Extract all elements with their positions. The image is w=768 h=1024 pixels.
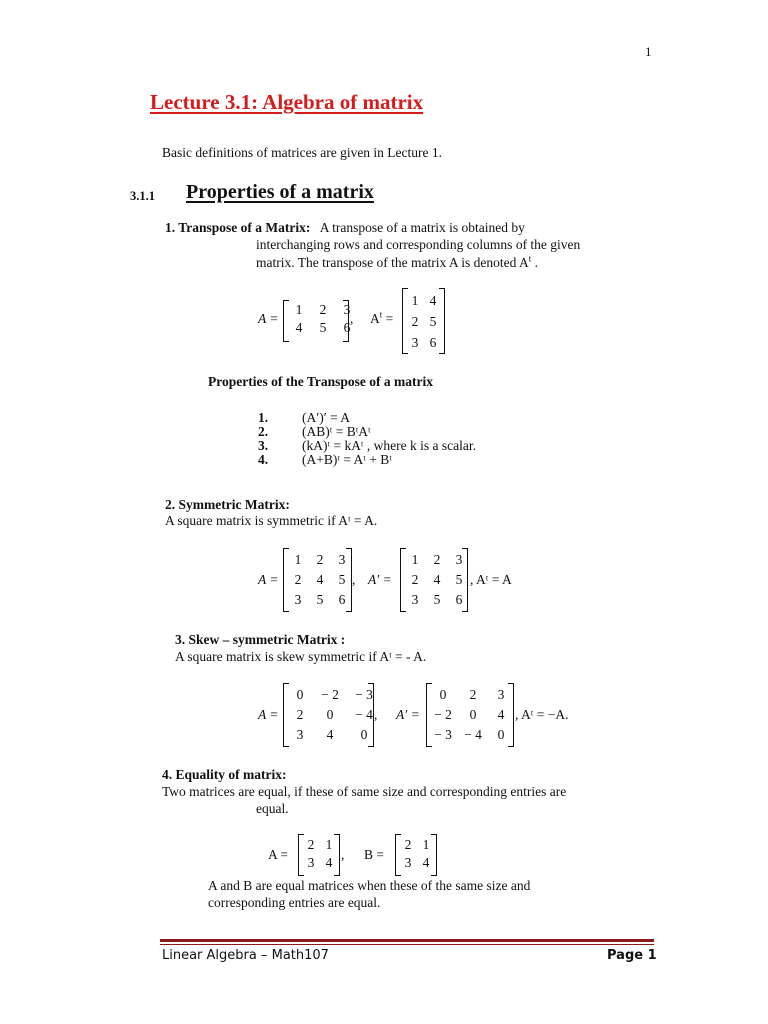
matrix-entry: 4 xyxy=(325,855,333,870)
matrix-entry: 6 xyxy=(343,320,351,335)
transpose-props-heading: Properties of the Transpose of a matrix xyxy=(208,374,433,389)
property-number: 4. xyxy=(258,452,269,467)
right-bracket xyxy=(343,300,349,342)
matrix-entry: 1 xyxy=(294,552,302,567)
matrix-entry: 3 xyxy=(294,592,302,607)
skew-At-name: A′ xyxy=(396,707,408,722)
matrix-entry: 0 xyxy=(296,687,304,702)
transpose-desc3 xyxy=(256,255,538,271)
equality-line2: equal. xyxy=(256,801,289,816)
matrix-entry: 0 xyxy=(469,707,477,722)
matrix-entry: 1 xyxy=(422,837,430,852)
transpose-At-label: $A^t$ = xyxy=(370,309,394,326)
symmetric-heading: 2. Symmetric Matrix: xyxy=(165,497,290,512)
skew-text: A square matrix is skew symmetric if Aᵗ = - A. xyxy=(175,649,427,664)
section-number: 3.1.1 xyxy=(130,189,155,203)
equality-heading: 4. Equality of matrix: xyxy=(162,767,287,782)
footer-course: Linear Algebra – Math107 xyxy=(162,948,329,963)
property-number: 3. xyxy=(258,438,269,453)
matrix-entry: 5 xyxy=(455,572,463,587)
matrix-entry: 5 xyxy=(338,572,346,587)
matrix-entry: 3 xyxy=(343,302,351,317)
skew-conclusion: , Aᵗ = −A. xyxy=(515,707,569,722)
matrix-entry: 0 xyxy=(360,727,368,742)
right-bracket xyxy=(334,834,340,876)
property-number: 2. xyxy=(258,424,269,439)
matrix-entry: 2 xyxy=(404,837,412,852)
transpose-At-sup: t xyxy=(379,309,383,320)
comma: , xyxy=(374,707,378,722)
comma: , xyxy=(352,572,356,587)
matrix-entry: 4 xyxy=(422,855,430,870)
transpose-desc1: A transpose of a matrix is obtained by xyxy=(319,220,525,235)
equality-matrix-A xyxy=(302,836,338,872)
matrix-entry: 2 xyxy=(469,687,477,702)
property-text: (AB)ᵗ = BᵗAᵗ xyxy=(302,424,371,439)
matrix-entry: − 2 xyxy=(321,687,339,702)
symmetric-matrix-At xyxy=(404,550,470,610)
property-text: (kA)ᵗ = kAᵗ , where k is a scalar. xyxy=(302,438,476,453)
matrix-entry: 3 xyxy=(411,592,419,607)
symmetric-A-label: A = xyxy=(258,572,279,587)
matrix-entry: 5 xyxy=(433,592,441,607)
transpose-end: . xyxy=(531,255,538,270)
matrix-entry: 3 xyxy=(404,855,412,870)
comma: , xyxy=(350,311,354,326)
matrix-entry: − 4 xyxy=(464,727,482,742)
skew-matrix-A xyxy=(287,685,381,745)
matrix-entry: 3 xyxy=(455,552,463,567)
property-number: 1. xyxy=(258,410,269,425)
matrix-entry: 2 xyxy=(294,572,302,587)
matrix-entry: 3 xyxy=(411,334,419,350)
transpose-At-name: A xyxy=(370,311,380,326)
footer-rule-thin xyxy=(160,944,654,945)
matrix-entry: 4 xyxy=(326,727,334,742)
symmetric-At-name: A′ xyxy=(368,572,380,587)
property-text: (A′)′ = A xyxy=(302,410,351,425)
matrix-entry: 1 xyxy=(295,302,303,317)
matrix-entry: − 4 xyxy=(355,707,373,722)
symmetric-conclusion: , Aᵗ = A xyxy=(470,572,512,587)
skew-At-label: A′ = xyxy=(396,707,420,722)
equality-note1: A and B are equal matrices when these of the same size and xyxy=(208,878,531,893)
transpose-A-label: A = xyxy=(258,311,279,326)
page-number: 1 xyxy=(645,44,652,59)
matrix-entry: 2 xyxy=(307,837,315,852)
matrix-entry: 2 xyxy=(316,552,324,567)
equality-note2: corresponding entries are equal. xyxy=(208,895,381,910)
matrix-entry: 0 xyxy=(439,687,447,702)
right-bracket xyxy=(508,683,514,747)
skew-A-label: A = xyxy=(258,707,279,722)
matrix-entry: − 2 xyxy=(434,707,452,722)
matrix-entry: 6 xyxy=(338,592,346,607)
matrix-entry: 2 xyxy=(296,707,304,722)
lecture-title: Lecture 3.1: Algebra of matrix xyxy=(150,90,424,114)
matrix-entry: − 3 xyxy=(355,687,373,702)
equality-B-label: B = xyxy=(364,847,384,862)
transpose-line1 xyxy=(165,220,525,236)
matrix-entry: 5 xyxy=(429,313,437,329)
transpose-matrix-At xyxy=(406,290,442,353)
equality-A-label: A = xyxy=(268,847,288,862)
matrix-entry: 2 xyxy=(411,313,419,329)
transpose-sup: t xyxy=(528,253,532,264)
comma: , xyxy=(341,847,345,862)
symmetric-At-label: A′ = xyxy=(368,572,392,587)
property-text: (A+B)ᵗ = Aᵗ + Bᵗ xyxy=(302,452,392,467)
matrix-entry: 6 xyxy=(455,592,463,607)
matrix-entry: 3 xyxy=(296,727,304,742)
intro-text: Basic definitions of matrices are given in Lecture 1. xyxy=(162,145,443,160)
matrix-entry: 1 xyxy=(411,292,419,308)
matrix-entry: 3 xyxy=(307,855,315,870)
transpose-desc2: interchanging rows and corresponding columns of the given xyxy=(256,237,581,252)
matrix-entry: 4 xyxy=(497,707,505,722)
skew-A-name: A xyxy=(258,707,267,722)
matrix-entry: 4 xyxy=(429,292,437,308)
right-bracket xyxy=(462,548,468,612)
equality-line1: Two matrices are equal, if these of same size and corresponding entries are xyxy=(162,784,567,799)
matrix-entry: 4 xyxy=(316,572,324,587)
right-bracket xyxy=(439,288,445,354)
matrix-entry: − 3 xyxy=(434,727,452,742)
matrix-entry: 2 xyxy=(411,572,419,587)
matrix-entry: 6 xyxy=(429,334,437,350)
right-bracket xyxy=(431,834,437,876)
equality-matrix-B xyxy=(399,836,435,872)
footer-rule xyxy=(160,939,654,942)
matrix-entry: 3 xyxy=(497,687,505,702)
transpose-heading: 1. Transpose of a Matrix: xyxy=(165,220,311,235)
transpose-desc3-text: matrix. The transpose of the matrix A is denoted A xyxy=(256,255,529,270)
matrix-entry: 1 xyxy=(325,837,333,852)
symmetric-matrix-A xyxy=(287,550,356,610)
matrix-entry: 4 xyxy=(295,320,303,335)
matrix-entry: 0 xyxy=(326,707,334,722)
symmetric-A-name: A xyxy=(258,572,267,587)
matrix-entry: 0 xyxy=(497,727,505,742)
matrix-entry: 2 xyxy=(319,302,327,317)
matrix-entry: 5 xyxy=(319,320,327,335)
skew-matrix-At xyxy=(428,685,514,745)
skew-heading: 3. Skew – symmetric Matrix : xyxy=(175,632,346,647)
matrix-entry: 2 xyxy=(433,552,441,567)
matrix-entry: 1 xyxy=(411,552,419,567)
transpose-A-name: A xyxy=(258,311,267,326)
matrix-entry: 5 xyxy=(316,592,324,607)
matrix-entry: 3 xyxy=(338,552,346,567)
matrix-entry: 4 xyxy=(433,572,441,587)
footer-page: Page 1 xyxy=(607,948,657,963)
symmetric-text: A square matrix is symmetric if Aᵗ = A. xyxy=(165,513,378,528)
section-heading: Properties of a matrix xyxy=(186,181,374,203)
